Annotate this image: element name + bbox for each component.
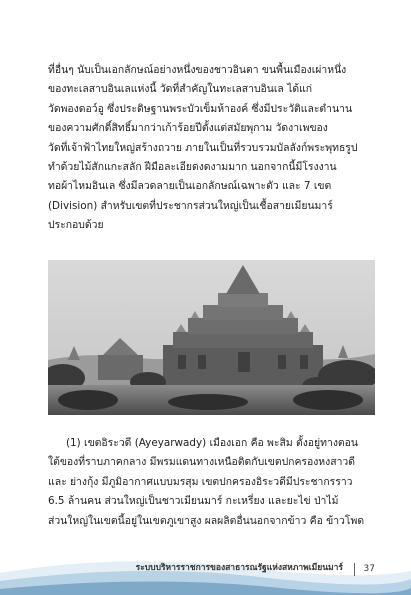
text-line: ที่อื่นๆ นับเป็นเอกลักษณ์อย่างหนึ่งของชาวอินตา ขนพื้นเมืองเผ่าหนึ่ง [48,64,347,76]
text-line: (1) เขตอิระวดี (Ayeyarwady) เมืองเอก คือ พะสิม ตั้งอยู่ทางตอน [66,437,358,449]
text-line: (Division) สำหรับเขตที่ประชากรส่วนใหญ่เป็นเชื้อสายเมียนมาร์ [48,199,333,212]
body-paragraph-2 [48,434,370,531]
page-number: 37 [363,564,375,574]
text-line: วัดที่เจ้าฟ้าไทยใหญ่สร้างถวาย ภายในเป็นที่รวบรวมบัลลังก์พระพุทธรูป [48,141,358,154]
page-footer [0,545,411,595]
temple-illustration [48,260,375,415]
body-paragraph-1 [48,61,370,236]
text-line: ของทะเลสาบอินเลแห่งนี้ วัดที่สำคัญในทะเลสาบอินเล ได้แก่ [48,83,313,96]
temple-photo [48,260,375,415]
text-line: 6.5 ล้านคน ส่วนใหญ่เป็นชาวเมียนมาร์ กะเหรี่ยง และยะไข่ ป่าไม้ [48,495,339,508]
text-line: และ ย่างกุ้ง มีภูมิอากาศแบบมรสุม เขตปกครองอิระวดีมีประชากรราว [48,475,353,488]
footer-divider [354,563,355,576]
text-line: ทำด้วยไม้สักแกะสลัก ฝีมือละเอียดงดงามมาก นอกจากนี้มีโรงงาน [48,161,337,174]
text-line: วัดพองดอว์อู ซึ่งประดิษฐานพระบัวเข็มห้าองค์ ซึ่งมีประวัติและตำนาน [48,102,353,115]
footer-title: ระบบบริหารราชการของสาธารณรัฐแห่งสหภาพเมียนมาร์ [135,563,343,573]
text-line: ทอผ้าไหมอินเล ซึ่งมีลวดลายเป็นเอกลักษณ์เฉพาะตัว และ 7 เขต [48,180,332,193]
text-line: ของความศักดิ์สิทธิ์มากว่าเก้าร้อยปีตั้งแต่สมัยพุกาม วัดงาเพของ [48,122,328,135]
text-line: ประกอบด้วย [48,219,104,232]
text-line: ส่วนใหญ่ในเขตนี้อยู่ในเขตภูเขาสูง ผลผลิตอื่นนอกจากข้าว คือ ข้าวโพด [48,514,365,527]
text-line: ใต้ของที่ราบภาคกลาง มีพรมแดนทางเหนือติดกับเขตปกครองหงสาวดี [48,456,355,469]
